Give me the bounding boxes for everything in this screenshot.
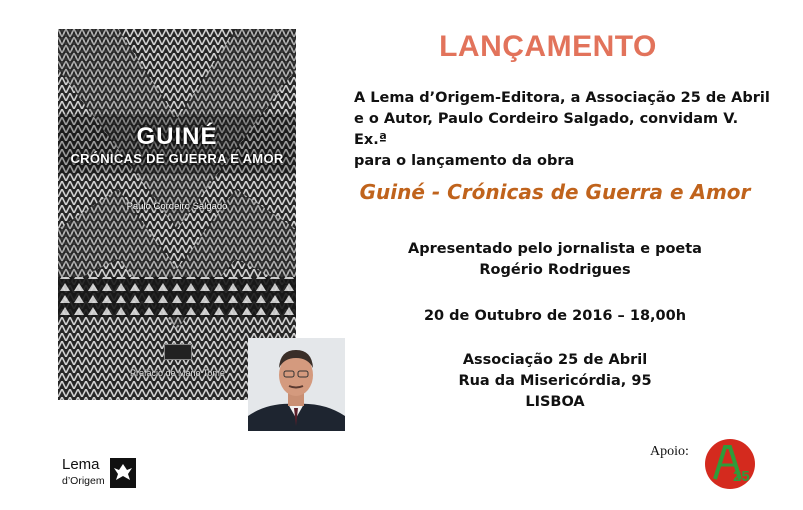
support-logo xyxy=(703,437,757,491)
venue-city: LISBOA xyxy=(525,394,585,410)
publisher-name: Lema xyxy=(62,456,100,473)
cover-publisher-logo xyxy=(164,344,192,360)
author-portrait xyxy=(248,338,345,431)
work-title: Guiné - Crónicas de Guerra e Amor xyxy=(359,180,751,204)
event-date: 20 de Outubro de 2016 – 18,00h xyxy=(423,308,687,324)
invitation-line-2: e o Autor, Paulo Cordeiro Salgado, convidam V. Ex.ª xyxy=(354,111,739,148)
author-photo xyxy=(248,338,345,431)
invitation-text xyxy=(354,88,774,172)
cover-title: GUINÉ xyxy=(136,123,218,150)
invitation-line-1: A Lema d’Origem-Editora, a Associação 25 de Abril xyxy=(354,90,770,106)
cover-preface: Prefácio de Mário Tomé xyxy=(130,368,225,378)
venue-street: Rua da Misericórdia, 95 xyxy=(458,373,652,389)
cover-subtitle: CRÓNICAS DE GUERRA E AMOR xyxy=(70,151,284,166)
presenter-line-1: Apresentado pelo jornalista e poeta xyxy=(408,241,702,257)
cover-author: Paulo Cordeiro Salgado xyxy=(126,201,228,212)
invitation-line-3: para o lançamento da obra xyxy=(354,153,575,169)
support-label: Apoio: xyxy=(650,444,689,459)
publisher-logo xyxy=(62,456,142,490)
publisher-tagline: d’Origem xyxy=(62,475,105,487)
publisher-mark-icon xyxy=(110,458,136,488)
venue-block xyxy=(380,350,730,413)
presenter-name: Rogério Rodrigues xyxy=(479,262,631,278)
support-logo-text: 25 xyxy=(733,468,750,485)
venue-name: Associação 25 de Abril xyxy=(462,352,648,368)
presenter-block xyxy=(380,239,730,281)
association-25-logo-icon xyxy=(703,437,757,491)
headline: LANÇAMENTO xyxy=(439,30,657,63)
